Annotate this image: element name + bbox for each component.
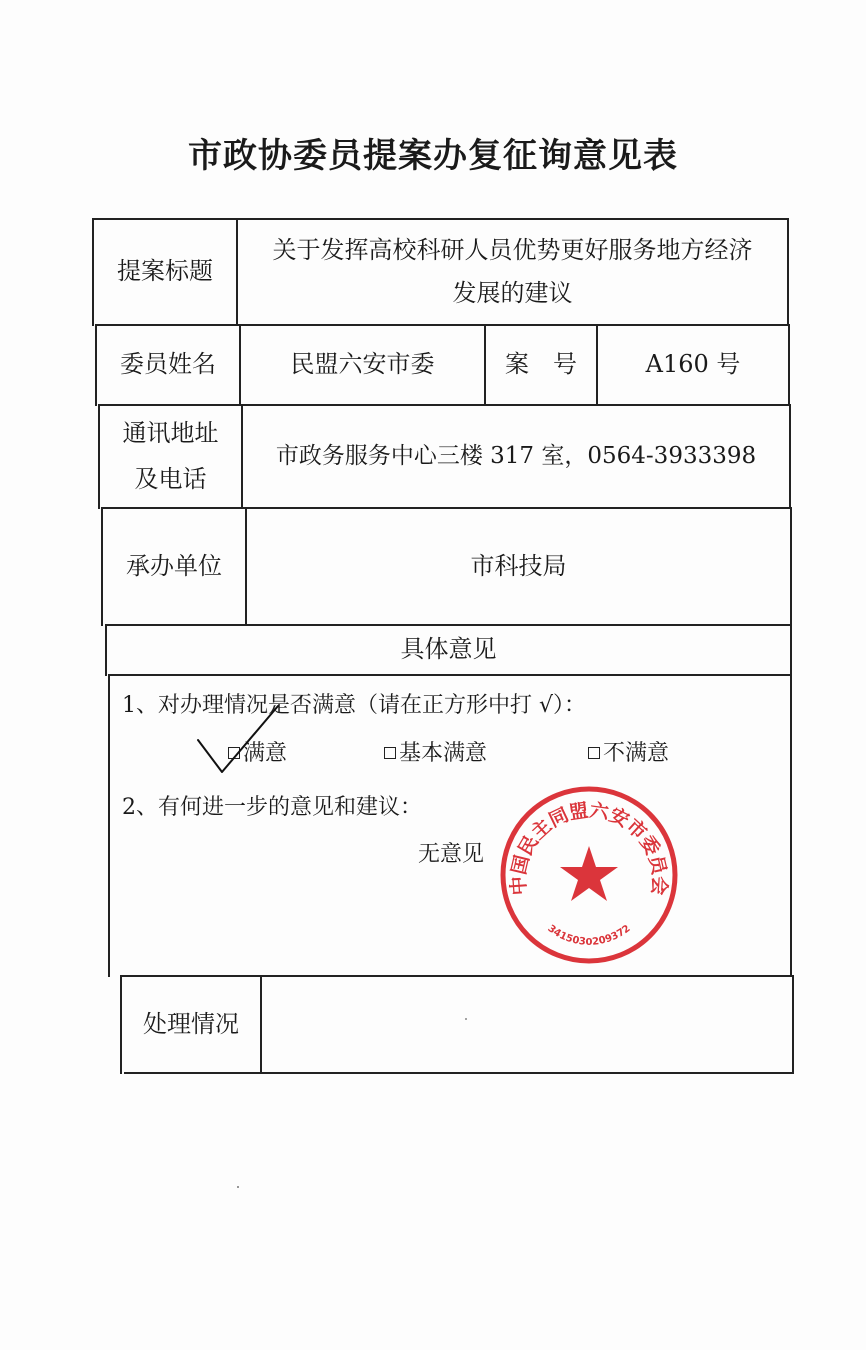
paper-speck xyxy=(465,1018,467,1020)
proposal-title-label: 提案标题 xyxy=(117,257,213,286)
option-basically-satisfied-label: 基本满意 xyxy=(399,741,488,766)
option-dissatisfied-label: 不满意 xyxy=(603,741,670,766)
seal-code: 3415030209372 xyxy=(545,923,633,948)
contact-label-line2: 及电话 xyxy=(134,464,207,493)
opinion-header: 具体意见 xyxy=(400,635,497,664)
checkbox-basically-satisfied xyxy=(384,747,396,759)
official-seal xyxy=(498,784,680,966)
organizer-label: 承办单位 xyxy=(126,551,222,580)
checkbox-dissatisfied xyxy=(588,747,600,759)
checkmark-icon xyxy=(190,700,290,780)
proposal-title-line1: 关于发挥高校科研人员优势更好服务地方经济 xyxy=(272,235,753,264)
case-number-value: A160 号 xyxy=(645,350,741,379)
paper-speck xyxy=(237,1186,239,1188)
svg-text:3415030209372 xyxy=(545,923,632,948)
proposal-title-value xyxy=(238,220,787,324)
handling-value xyxy=(262,977,792,1072)
suggestion-answer: 无意见 xyxy=(418,842,485,867)
option-satisfied-label: 满意 xyxy=(243,741,288,766)
document-title: 市政协委员提案办复征询意见表 xyxy=(188,136,678,176)
option-dissatisfied xyxy=(588,736,669,767)
proposal-title-line2: 发展的建议 xyxy=(452,279,573,307)
case-number-label: 案 号 xyxy=(505,350,577,379)
option-basically-satisfied xyxy=(384,736,487,767)
contact-label-line1: 通讯地址 xyxy=(122,418,219,447)
handling-label: 处理情况 xyxy=(143,1009,239,1038)
contact-value: 市政务服务中心三楼 317 室，0564-3933398 xyxy=(275,442,757,469)
contact-label xyxy=(100,406,241,507)
seal-text: 中国民主同盟六安市委员会 xyxy=(507,799,671,896)
seal-star-icon xyxy=(560,846,618,901)
member-name-label: 委员姓名 xyxy=(120,350,216,379)
question-suggestions: 2、有何进一步的意见和建议： xyxy=(122,795,422,820)
organizer-value: 市科技局 xyxy=(470,551,567,580)
question-satisfaction: 1、对办理情况是否满意（请在正方形中打 √）： xyxy=(122,693,587,718)
member-name-value: 民盟六安市委 xyxy=(290,350,435,379)
